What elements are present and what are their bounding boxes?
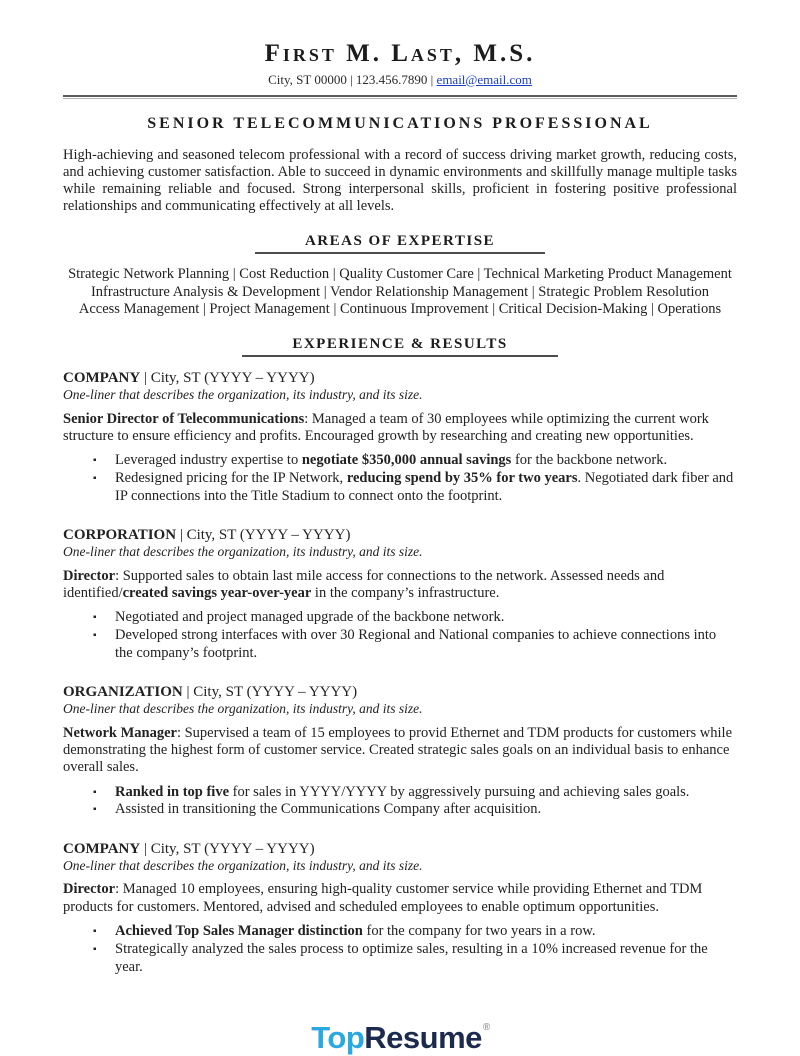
email-link[interactable]: email@email.com [436,71,532,87]
topresume-logo-resume: Resume [364,1020,482,1056]
achievement-list [63,609,737,662]
achievement-list [63,452,737,505]
role-paragraph: Senior Director of Telecommunications: Managed a team of 30 employees while optimizing the current work structure to ensure efficiency and profits. Encouraged growth by researching and creating new opportunities. [63,410,709,444]
achievement-item: ▪ Achieved Top Sales Manager distinction for the company for two years in a row. [115,923,737,941]
expertise-line: Strategic Network Planning | Cost Reduction | Quality Customer Care | Technical Marketing Product Management [68,266,732,283]
achievement-item: ▪ Developed strong interfaces with over 30 Regional and National companies to achieve connections into the company’s footprint. [115,627,737,662]
section-heading-expertise [63,232,737,254]
experience-entry [63,369,737,505]
achievement-item: ▪ Ranked in top five for sales in YYYY/YYYY by aggressively pursuing and achieving sales goals. [115,784,737,802]
section-heading-experience [63,335,737,357]
company-descriptor: One-liner that describes the organization, its industry, and its size. [63,387,423,403]
topresume-logo-top: Top [311,1020,365,1056]
company-descriptor: One-liner that describes the organization, its industry, and its size. [63,701,423,717]
company-line: ORGANIZATION | City, ST (YYYY – YYYY) [63,684,358,701]
company-descriptor: One-liner that describes the organization, its industry, and its size. [63,858,423,874]
contact-line [63,72,737,88]
footer [63,1020,737,1056]
company-line: CORPORATION | City, ST (YYYY – YYYY) [63,527,351,544]
header-divider [63,95,737,99]
expertise-line: Infrastructure Analysis & Development | Vendor Relationship Management | Strategic Problem Resolution [90,283,710,300]
experience-entry [63,840,737,976]
experience-entry [63,683,737,819]
achievement-item: ▪ Negotiated and project managed upgrade of the backbone network. [115,609,737,627]
section-heading-expertise-label: AREAS OF EXPERTISE [255,233,545,254]
achievement-list [63,923,737,976]
expertise-line: Access Management | Project Management | Continuous Improvement | Critical Decision-Making | Operations [78,300,722,317]
registered-trademark-icon: ® [482,1022,490,1034]
company-line: COMPANY | City, ST (YYYY – YYYY) [63,370,315,387]
topresume-logo [311,1020,489,1056]
achievement-list [63,784,737,819]
role-paragraph: Director: Supported sales to obtain last mile access for connections to the network. Assessed needs and identified/created savings year-over-year in the company’s infrastructure. [63,567,665,601]
company-line: COMPANY | City, ST (YYYY – YYYY) [63,841,315,858]
role-paragraph: Network Manager: Supervised a team of 15 employees to provid Ethernet and TDM products for customers while demonstrating the highest form of customer service. Created strategic sales goals on an individual basis to enhance overall sales. [63,724,733,776]
experience-entry [63,526,737,662]
company-descriptor: One-liner that describes the organization, its industry, and its size. [63,544,423,560]
achievement-item: ▪ Leveraged industry expertise to negotiate $350,000 annual savings for the backbone network. [115,452,737,470]
achievement-item: ▪ Redesigned pricing for the IP Network, reducing spend by 35% for two years. Negotiated dark fiber and IP connections into the Title Stadium to connect onto the footprint. [115,470,737,505]
section-heading-experience-label: EXPERIENCE & RESULTS [242,336,557,357]
resume-name: First M. Last, M.S. [264,40,536,67]
contact-location-phone: City, ST 00000 | 123.456.7890 | [268,71,437,87]
summary-paragraph: High-achieving and seasoned telecom professional with a record of success driving market growth, reducing costs, and achieving customer satisfaction. Able to succeed in dynamic environments and skillfully manage multiple tasks while remaining reliable and focused. Strong interpersonal skills, proficient in fostering positive professional relationships and communicating effectively at all levels. [63,146,737,215]
professional-title: SENIOR TELECOMMUNICATIONS PROFESSIONAL [147,114,653,132]
role-paragraph: Director: Managed 10 employees, ensuring high-quality customer service while providing Ethernet and TDM products for customers. Mentored, advised and scheduled employees to enable optimum opportunities. [63,881,703,915]
achievement-item: ▪ Assisted in transitioning the Communications Company after acquisition. [115,801,737,819]
achievement-item: ▪ Strategically analyzed the sales process to optimize sales, resulting in a 10% increased revenue for the year. [115,941,737,976]
expertise-list [63,266,737,318]
